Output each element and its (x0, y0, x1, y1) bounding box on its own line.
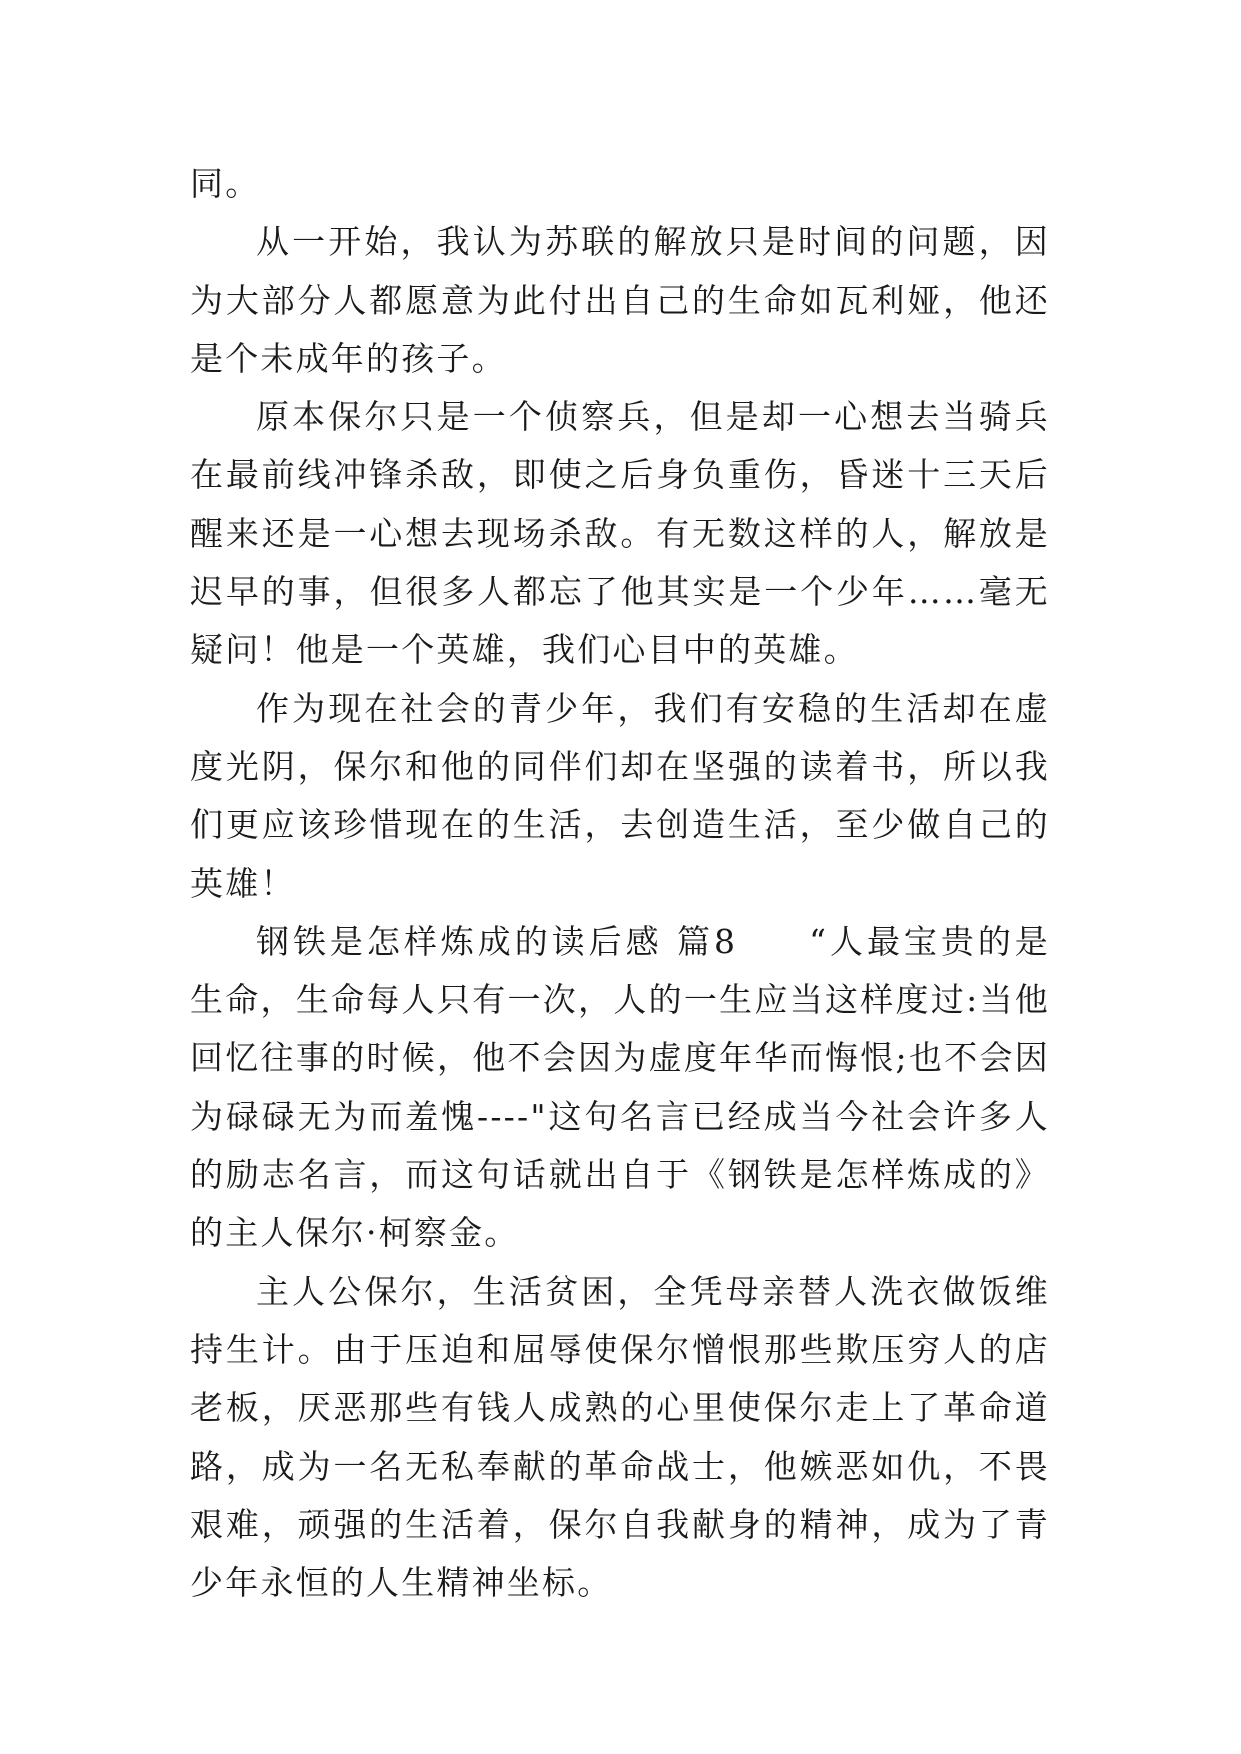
article-body (190, 155, 1050, 1612)
paragraph-paul-scout: 原本保尔只是一个侦察兵，但是却一心想去当骑兵在最前线冲锋杀敌，即使之后身负重伤，昏迷十三天后醒来还是一心想去现场杀敌。有无数这样的人，解放是迟早的事，但很多人都忘了他其实是一个少年……毫无疑问！他是一个英雄，我们心目中的英雄。 (190, 397, 1050, 670)
section-8-heading: 钢铁是怎样炼成的读后感 篇8 (256, 921, 738, 961)
section-8-opening: “人最宝贵的是生命，生命每人只有一次，人的一生应当这样度过:当他回忆往事的时候，他不会因为虚度年华而悔恨;也不会因为碌碌无为而羞愧----"这句名言已经成当今社会许多人的励志名言，而这句话就出自于《钢铁是怎样炼成的》的主人保尔·柯察金。 (190, 921, 1050, 1253)
paragraph-section-8 (190, 913, 1050, 1263)
paragraph-youth-today: 作为现在社会的青少年，我们有安稳的生活却在虚度光阴，保尔和他的同伴们却在坚强的读着书，所以我们更应该珍惜现在的生活，去创造生活，至少做自己的英雄！ (190, 688, 1050, 903)
paragraph-liberation: 从一开始，我认为苏联的解放只是时间的问题，因为大部分人都愿意为此付出自己的生命如瓦利娅，他还是个未成年的孩子。 (190, 222, 1050, 378)
paragraph-continuation: 同。 (190, 164, 261, 203)
paragraph-protagonist: 主人公保尔，生活贫困，全凭母亲替人洗衣做饭维持生计。由于压迫和屈辱使保尔憎恨那些欺压穷人的店老板，厌恶那些有钱人成熟的心里使保尔走上了革命道路，成为一名无私奉献的革命战士，他嫉恶如仇，不畏艰难，顽强的生活着，保尔自我献身的精神，成为了青少年永恒的人生精神坐标。 (190, 1271, 1050, 1603)
